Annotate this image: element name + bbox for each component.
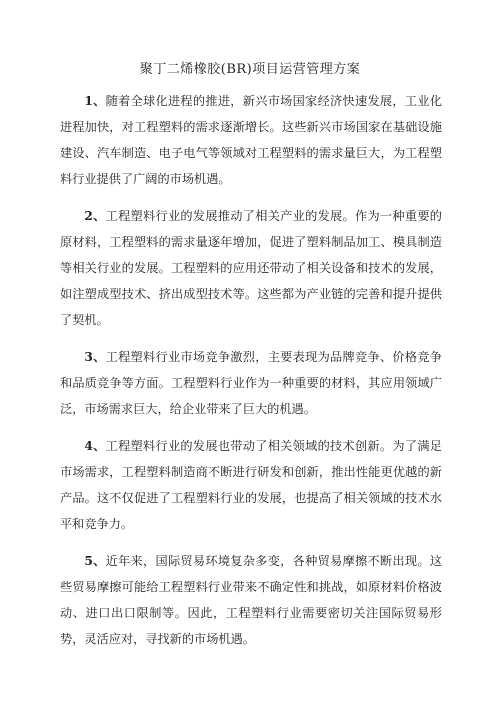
document-body [60, 88, 442, 663]
paragraph-text: 随着全球化进程的推进，新兴市场国家经济快速发展，工业化进程加快，对工程塑料的需求逐渐增长。这些新兴市场国家在基础设施建设、汽车制造、电子电气等领域对工程塑料的需求量巨大，为工程塑料行业提供了广阔的市场机遇。 [60, 94, 442, 186]
paragraph-number: 1、 [84, 94, 106, 108]
paragraph-text: 工程塑料行业的发展也带动了相关领域的技术创新。为了满足市场需求，工程塑料制造商不断进行研发和创新，推出性能更优越的新产品。这不仅促进了工程塑料行业的发展，也提高了相关领域的技术水平和竞争力。 [60, 439, 442, 531]
paragraph-text: 工程塑料行业市场竞争激烈，主要表现为品牌竞争、价格竞争和品质竞争等方面。工程塑料行业作为一种重要的材料，其应用领域广泛，市场需求巨大，给企业带来了巨大的机遇。 [60, 350, 442, 416]
paragraph-text: 近年来，国际贸易环境复杂多变，各种贸易摩擦不断出现。这些贸易摩擦可能给工程塑料行业带来不确定性和挑战，如原材料价格波动、进口出口限制等。因此，工程塑料行业需要密切关注国际贸易形势，灵活应对，寻找新的市场机遇。 [60, 554, 442, 646]
document-title: 聚丁二烯橡胶(BR)项目运营管理方案 [139, 62, 361, 77]
paragraph-1 [60, 88, 442, 192]
paragraph-number: 4、 [84, 439, 106, 453]
paragraph-3 [60, 344, 442, 422]
paragraph-number: 5、 [84, 554, 106, 568]
paragraph-number: 3、 [84, 350, 106, 364]
paragraph-text: 工程塑料行业的发展推动了相关产业的发展。作为一种重要的原材料，工程塑料的需求量逐年增加，促进了塑料制品加工、模具制造等相关行业的发展。工程塑料的应用还带动了相关设备和技术的发展，如注塑成型技术、挤出成型技术等。这些都为产业链的完善和提升提供了契机。 [60, 209, 442, 327]
paragraph-5 [60, 548, 442, 652]
paragraph-number: 2、 [84, 209, 106, 223]
paragraph-2 [60, 203, 442, 333]
paragraph-4 [60, 433, 442, 537]
